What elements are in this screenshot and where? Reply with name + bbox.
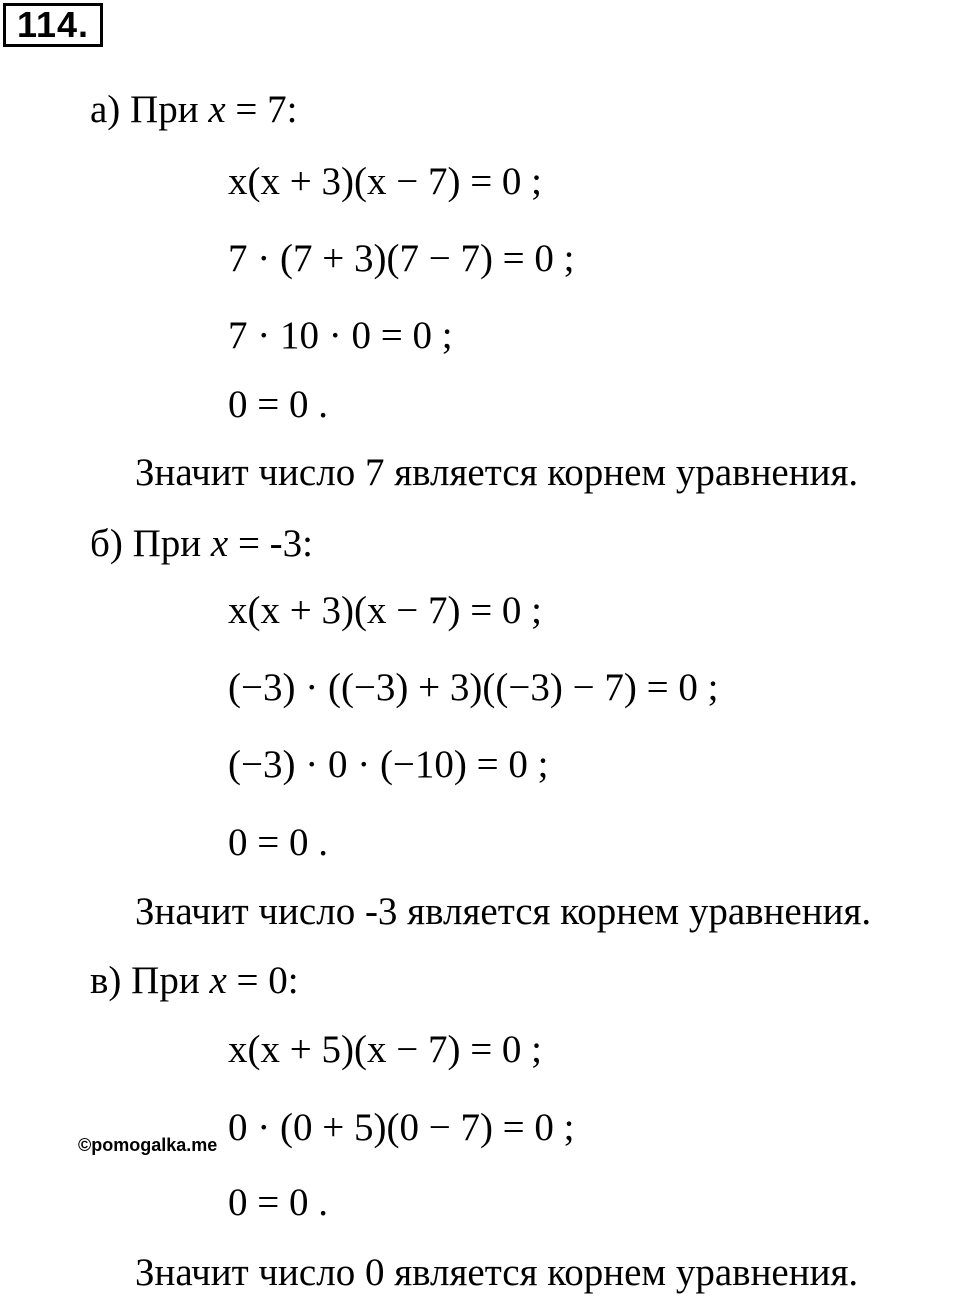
part-b-step-2: (−3) · ((−3) + 3)((−3) − 7) = 0 ; — [228, 666, 719, 709]
part-c-conclusion: Значит число 0 является корнем уравнения. — [135, 1251, 859, 1294]
part-c-condition: = 0: — [226, 959, 299, 1002]
part-b-heading — [90, 521, 313, 567]
part-a-step-2: 7 · (7 + 3)(7 − 7) = 0 ; — [228, 237, 575, 280]
problem-number: 114. — [3, 3, 103, 47]
part-a-step-3: 7 · 10 · 0 = 0 ; — [228, 314, 453, 357]
part-a-label: а) При — [90, 88, 209, 131]
part-a-step-1: x(x + 3)(x − 7) = 0 ; — [228, 160, 543, 203]
part-c-label: в) При — [90, 959, 210, 1002]
part-b-step-4: 0 = 0 . — [228, 821, 328, 864]
part-a-conclusion: Значит число 7 является корнем уравнения. — [135, 451, 859, 494]
part-a-step-4: 0 = 0 . — [228, 383, 328, 426]
part-b-conclusion: Значит число -3 является корнем уравнения. — [135, 890, 872, 933]
part-c-step-2: 0 · (0 + 5)(0 − 7) = 0 ; — [228, 1106, 575, 1149]
part-a-condition: = 7: — [225, 88, 298, 131]
part-a-variable: x — [208, 88, 226, 131]
part-b-condition: = -3: — [228, 522, 314, 565]
part-c-step-3: 0 = 0 . — [228, 1181, 328, 1224]
part-b-step-3: (−3) · 0 · (−10) = 0 ; — [228, 743, 549, 786]
part-b-variable: x — [210, 522, 229, 565]
part-b-label: б) При — [90, 522, 211, 565]
part-a-heading — [90, 87, 298, 133]
watermark: ©pomogalka.me — [78, 1135, 218, 1155]
part-c-variable: x — [209, 959, 227, 1002]
part-c-step-1: x(x + 5)(x − 7) = 0 ; — [228, 1028, 543, 1071]
part-c-heading — [90, 958, 299, 1004]
part-b-step-1: x(x + 3)(x − 7) = 0 ; — [228, 589, 543, 632]
